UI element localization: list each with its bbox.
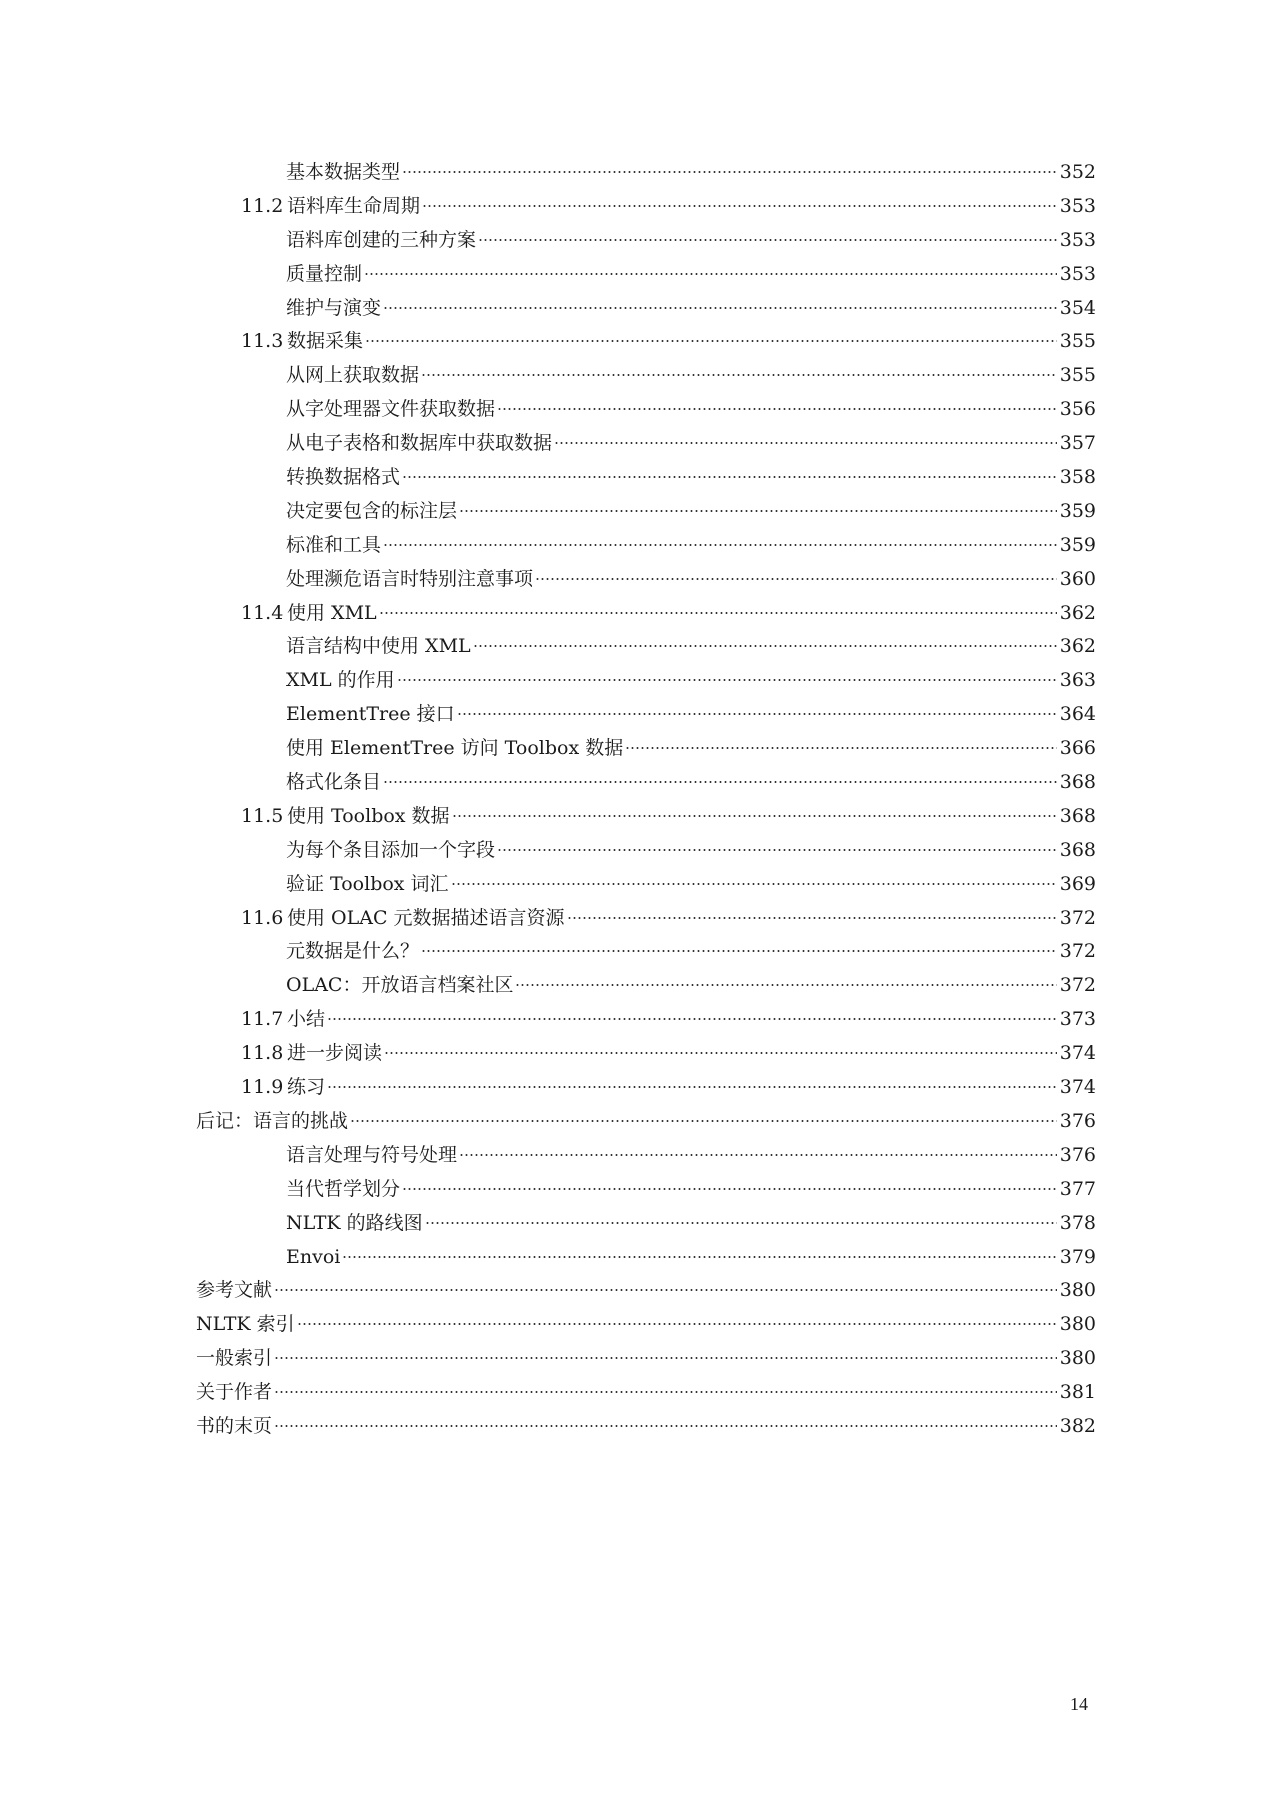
- toc-entry-title: 参考文献: [196, 1279, 273, 1302]
- toc-entry[interactable]: [196, 969, 1096, 1003]
- toc-entry-page: 372: [1059, 974, 1096, 997]
- toc-entry-title: OLAC：开放语言档案社区: [286, 974, 514, 997]
- toc-entry[interactable]: [196, 325, 1096, 359]
- toc-entry-title: 格式化条目: [286, 771, 382, 794]
- toc-entry[interactable]: [196, 902, 1096, 936]
- toc-entry[interactable]: [196, 359, 1096, 393]
- dot-leader: [402, 476, 1057, 478]
- toc-entry-title: 处理濒危语言时特别注意事项: [286, 567, 534, 590]
- dot-leader: [384, 1052, 1057, 1054]
- dot-leader: [425, 1222, 1057, 1224]
- toc-entry-title: 书的末页: [196, 1414, 273, 1437]
- toc-entry[interactable]: [196, 258, 1096, 292]
- toc-entry[interactable]: [196, 698, 1096, 732]
- dot-leader: [421, 950, 1057, 952]
- toc-entry-page: 368: [1059, 838, 1096, 861]
- toc-entry-page: 363: [1059, 669, 1096, 692]
- toc-entry-page: 376: [1059, 1143, 1096, 1166]
- toc-entry[interactable]: [196, 495, 1096, 529]
- toc-entry-page: 362: [1059, 601, 1096, 624]
- toc-entry[interactable]: [196, 1410, 1096, 1444]
- dot-leader: [274, 1391, 1057, 1393]
- toc-entry[interactable]: [196, 224, 1096, 258]
- toc-entry[interactable]: [196, 664, 1096, 698]
- dot-leader: [350, 1120, 1057, 1122]
- toc-entry-number: 11.2: [241, 194, 284, 217]
- toc-entry-page: 374: [1059, 1076, 1096, 1099]
- dot-leader: [497, 408, 1057, 410]
- toc-entry-number: 11.4: [241, 601, 284, 624]
- toc-entry-page: 376: [1059, 1109, 1096, 1132]
- dot-leader: [327, 1018, 1057, 1020]
- toc-entry-title: 从电子表格和数据库中获取数据: [286, 432, 553, 455]
- toc-entry[interactable]: [196, 732, 1096, 766]
- toc-entry-page: 360: [1059, 567, 1096, 590]
- toc-entry[interactable]: [196, 563, 1096, 597]
- dot-leader: [567, 917, 1057, 919]
- toc-entry[interactable]: [196, 393, 1096, 427]
- toc-entry[interactable]: [196, 766, 1096, 800]
- toc-entry[interactable]: [196, 529, 1096, 563]
- toc-entry[interactable]: [196, 1037, 1096, 1071]
- toc-entry[interactable]: [196, 156, 1096, 190]
- dot-leader: [402, 171, 1057, 173]
- toc-entry-page: 377: [1059, 1177, 1096, 1200]
- toc-entry[interactable]: [196, 190, 1096, 224]
- toc-entry-number: 11.9: [241, 1076, 284, 1099]
- toc-entry-page: 356: [1059, 398, 1096, 421]
- toc-entry-title: 标准和工具: [286, 533, 382, 556]
- toc-entry[interactable]: [196, 1139, 1096, 1173]
- dot-leader: [459, 510, 1057, 512]
- toc-entry[interactable]: [196, 597, 1096, 631]
- toc-entry-title: NLTK 的路线图: [286, 1211, 423, 1234]
- toc-entry-page: 381: [1059, 1381, 1096, 1404]
- toc-entry[interactable]: [196, 1376, 1096, 1410]
- toc-entry-title: 元数据是什么？: [286, 940, 420, 963]
- toc-entry[interactable]: [196, 1274, 1096, 1308]
- toc-entry-page: 379: [1059, 1245, 1096, 1268]
- toc-entry-title: 数据采集: [287, 330, 364, 353]
- toc-entry[interactable]: [196, 292, 1096, 326]
- toc-entry-page: 358: [1059, 466, 1096, 489]
- toc-entry[interactable]: [196, 1308, 1096, 1342]
- toc-entry-page: 359: [1059, 533, 1096, 556]
- toc-entry-title: 基本数据类型: [286, 161, 401, 183]
- toc-entry-title: 验证 Toolbox 词汇: [286, 872, 449, 895]
- toc-entry-page: 368: [1059, 804, 1096, 827]
- toc-entry-title: 从字处理器文件获取数据: [286, 398, 496, 421]
- toc-entry-page: 382: [1059, 1414, 1096, 1437]
- dot-leader: [327, 1086, 1057, 1088]
- toc-entry[interactable]: [196, 868, 1096, 902]
- toc-entry-number: 11.5: [241, 804, 284, 827]
- dot-leader: [473, 645, 1057, 647]
- toc-entry-title: 转换数据格式: [286, 466, 401, 489]
- toc-entry[interactable]: [196, 1173, 1096, 1207]
- toc-entry-page: 380: [1059, 1279, 1096, 1302]
- toc-entry-page: 353: [1059, 194, 1096, 217]
- dot-leader: [451, 883, 1057, 885]
- toc-entry-title: 使用 XML: [287, 601, 377, 624]
- toc-entry-number: 11.8: [241, 1042, 284, 1065]
- toc-entry-title: 使用 ElementTree 访问 Toolbox 数据: [286, 737, 624, 760]
- toc-entry-number: 11.3: [241, 330, 284, 353]
- toc-entry-page: 359: [1059, 499, 1096, 522]
- toc-entry[interactable]: [196, 1105, 1096, 1139]
- toc-entry-page: 355: [1059, 330, 1096, 353]
- toc-entry-page: 380: [1059, 1313, 1096, 1336]
- toc-entry-title: 关于作者: [196, 1381, 273, 1404]
- toc-entry-title: 使用 OLAC 元数据描述语言资源: [287, 906, 565, 929]
- dot-leader: [459, 1154, 1057, 1156]
- toc-entry[interactable]: [196, 1207, 1096, 1241]
- toc-entry[interactable]: [196, 461, 1096, 495]
- toc-entry[interactable]: [196, 427, 1096, 461]
- dot-leader: [625, 747, 1057, 749]
- toc-entry-page: 353: [1059, 228, 1096, 251]
- toc-entry-page: 353: [1059, 262, 1096, 285]
- dot-leader: [457, 713, 1057, 715]
- toc-entry[interactable]: [196, 800, 1096, 834]
- toc-entry-title: 质量控制: [286, 262, 363, 285]
- toc-entry-page: 368: [1059, 771, 1096, 794]
- dot-leader: [422, 205, 1057, 207]
- toc-entry-title: 一般索引: [196, 1347, 273, 1370]
- dot-leader: [383, 781, 1057, 783]
- dot-leader: [297, 1323, 1057, 1325]
- page-number: 14: [1070, 1694, 1088, 1714]
- dot-leader: [397, 679, 1057, 681]
- toc-entry[interactable]: [196, 1071, 1096, 1105]
- toc-entry-title: NLTK 索引: [196, 1313, 295, 1336]
- toc-entry-title: ElementTree 接口: [286, 703, 455, 726]
- dot-leader: [497, 849, 1057, 851]
- toc-entry-page: 378: [1059, 1211, 1096, 1234]
- toc-entry-title: 当代哲学划分: [286, 1177, 401, 1200]
- toc-entry[interactable]: [196, 1342, 1096, 1376]
- toc-entry-page: 355: [1059, 364, 1096, 387]
- dot-leader: [554, 442, 1057, 444]
- toc-entry-title: 语料库创建的三种方案: [286, 228, 477, 251]
- toc-entry-page: 372: [1059, 940, 1096, 963]
- dot-leader: [383, 544, 1057, 546]
- toc-entry[interactable]: [196, 1241, 1096, 1275]
- toc-entry-title: 语言处理与符号处理: [286, 1143, 458, 1166]
- dot-leader: [452, 815, 1057, 817]
- toc-entry-title: 进一步阅读: [287, 1042, 383, 1065]
- dot-leader: [383, 307, 1057, 309]
- toc-entry-page: 366: [1059, 737, 1096, 760]
- toc-entry-title: XML 的作用: [286, 669, 395, 692]
- toc-entry-title: 后记：语言的挑战: [196, 1109, 349, 1132]
- toc-entry-title: 维护与演变: [286, 296, 382, 319]
- dot-leader: [342, 1256, 1056, 1258]
- toc-entry-page: 380: [1059, 1347, 1096, 1370]
- toc-entry-page: 354: [1059, 296, 1096, 319]
- toc-entry-page: 362: [1059, 635, 1096, 658]
- toc-entry-title: 决定要包含的标注层: [286, 499, 458, 522]
- toc-entry[interactable]: [196, 834, 1096, 868]
- toc-entry-page: 374: [1059, 1042, 1096, 1065]
- toc-entry[interactable]: [196, 1003, 1096, 1037]
- toc-entry-title: 为每个条目添加一个字段: [286, 838, 496, 861]
- toc-entry-title: 使用 Toolbox 数据: [287, 804, 450, 827]
- toc-entry-page: 364: [1059, 703, 1096, 726]
- dot-leader: [535, 578, 1057, 580]
- toc-entry-title: 语言结构中使用 XML: [286, 635, 471, 658]
- table-of-contents: [196, 156, 1096, 1444]
- toc-entry-page: 369: [1059, 872, 1096, 895]
- dot-leader: [478, 239, 1057, 241]
- toc-entry[interactable]: [196, 630, 1096, 664]
- toc-entry[interactable]: [196, 935, 1096, 969]
- dot-leader: [364, 273, 1057, 275]
- dot-leader: [402, 1188, 1057, 1190]
- toc-entry-page: 373: [1059, 1008, 1096, 1031]
- dot-leader: [515, 984, 1056, 986]
- dot-leader: [274, 1425, 1057, 1427]
- dot-leader: [365, 340, 1057, 342]
- toc-entry-title: 从网上获取数据: [286, 364, 420, 387]
- toc-entry-page: 352: [1059, 161, 1096, 183]
- toc-entry-title: 语料库生命周期: [287, 194, 421, 217]
- toc-entry-number: 11.7: [241, 1008, 284, 1031]
- toc-entry-title: 练习: [287, 1076, 326, 1099]
- toc-entry-page: 372: [1059, 906, 1096, 929]
- dot-leader: [421, 374, 1057, 376]
- toc-entry-number: 11.6: [241, 906, 284, 929]
- dot-leader: [274, 1357, 1057, 1359]
- toc-entry-title: 小结: [287, 1008, 326, 1031]
- dot-leader: [274, 1289, 1057, 1291]
- toc-entry-title: Envoi: [286, 1245, 341, 1268]
- toc-entry-page: 357: [1059, 432, 1096, 455]
- dot-leader: [379, 612, 1057, 614]
